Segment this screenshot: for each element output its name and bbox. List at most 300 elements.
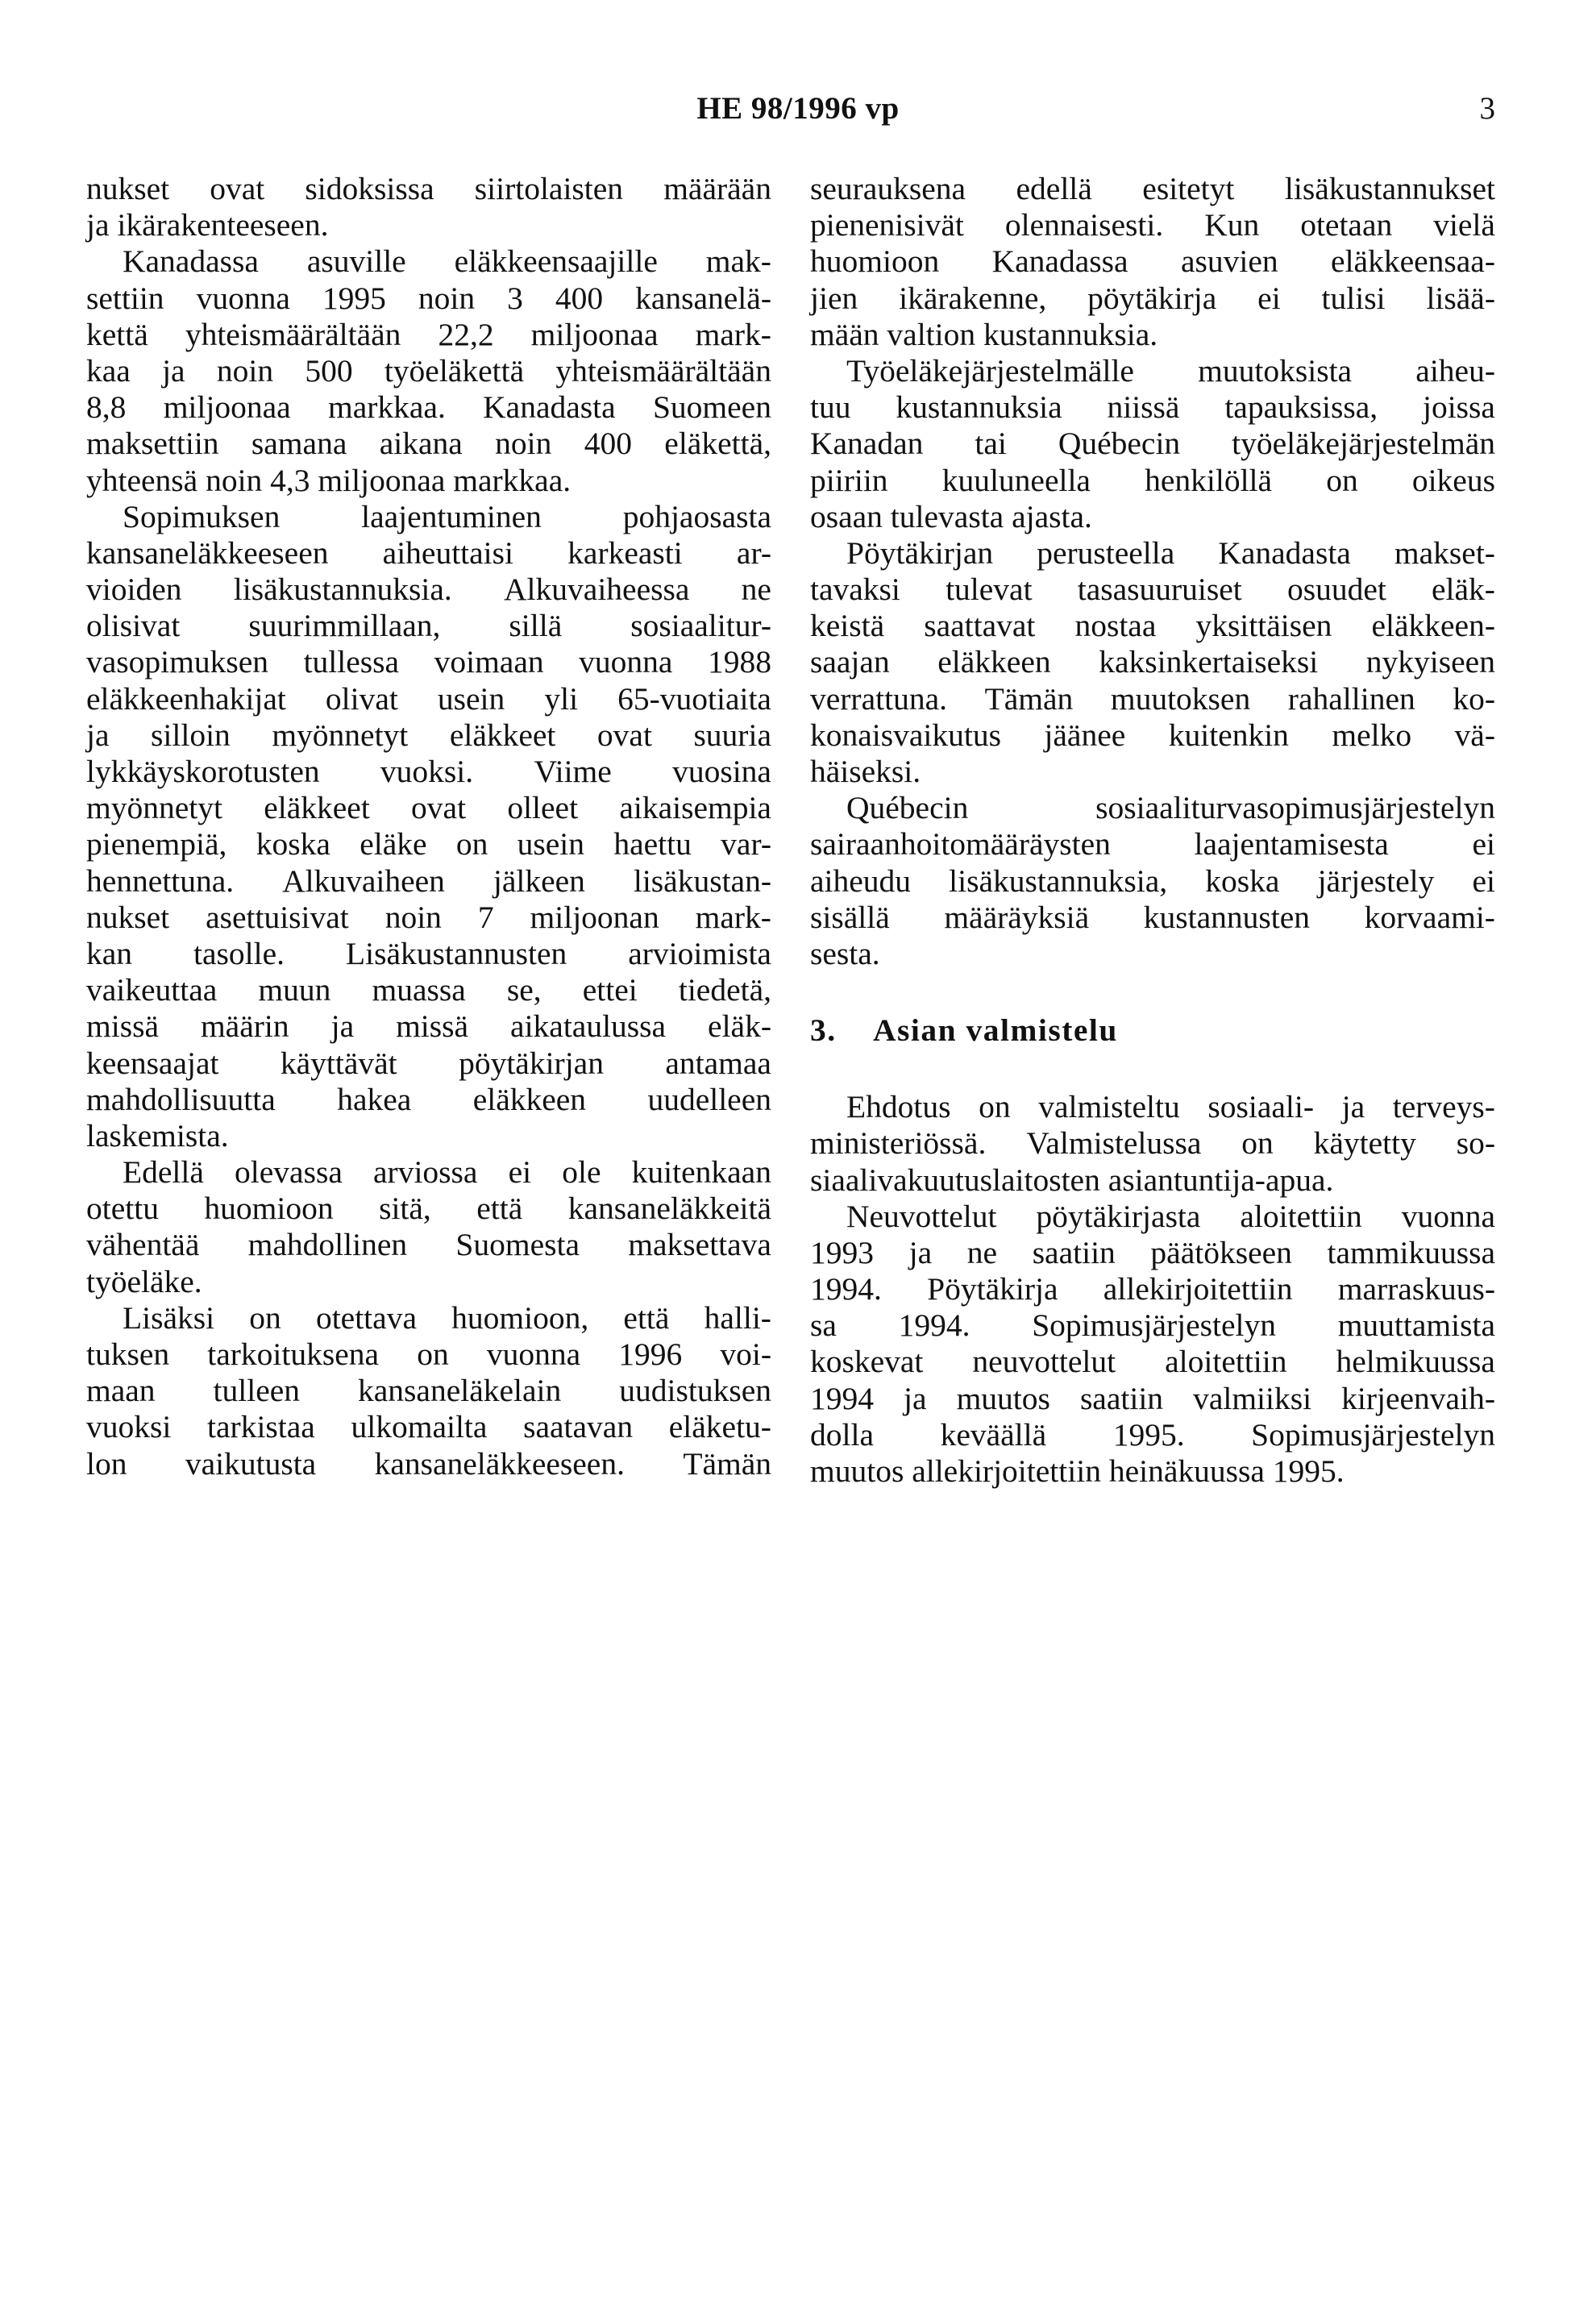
word: eläkkeen- (1371, 608, 1495, 644)
word: eläk- (1432, 571, 1495, 608)
word: arviossa (373, 1154, 478, 1191)
word: Työeläkejärjestelmälle (846, 352, 1134, 389)
word: eläkkeensaa- (1331, 243, 1495, 280)
word: 400 (555, 280, 604, 316)
text-line (86, 826, 771, 862)
word: ulkomailta (351, 1409, 488, 1445)
word: hakea (337, 1081, 412, 1117)
text-line (810, 608, 1495, 644)
word: korvaami- (1364, 899, 1495, 935)
word: rahallinen (1287, 680, 1415, 717)
text-line (810, 207, 1495, 243)
word: eläkkeen (937, 644, 1051, 680)
word: 1993 (810, 1234, 874, 1270)
word: työeläkettä (384, 352, 525, 389)
section-number: 3. (810, 1012, 837, 1049)
word: Kanadasta (483, 389, 616, 426)
document-title: HE 98/1996 vp (696, 91, 900, 126)
word: pienempiä, (86, 826, 227, 862)
word: yhteismäärältään (555, 352, 771, 389)
word: nykyiseen (1365, 644, 1495, 680)
word: eläk- (708, 1008, 771, 1045)
word: 65-vuotiaita (617, 680, 771, 717)
word: keistä (810, 608, 885, 644)
word: olivat (325, 680, 398, 717)
right-column-text-top (810, 171, 1495, 972)
word: oikeus (1411, 462, 1495, 498)
text-line (810, 1125, 1495, 1162)
word: asettuisivat (206, 899, 349, 935)
word: Lisäksi (123, 1299, 215, 1336)
word: konaisvaikutus (810, 717, 1001, 753)
word: keväällä (940, 1416, 1047, 1453)
word: nukset (86, 899, 170, 935)
right-column (810, 171, 1495, 1490)
word: sisällä (810, 899, 890, 935)
word: missä (396, 1008, 469, 1045)
word: esitetyt (1142, 171, 1235, 206)
word: 1994. (898, 1307, 970, 1344)
word: kan (86, 935, 133, 971)
text-line (810, 790, 1495, 826)
word: maksettava (628, 1227, 771, 1263)
left-column (86, 171, 771, 1482)
text-line (86, 571, 771, 608)
word: ministeriössä. (810, 1125, 987, 1162)
word: tulevat (946, 571, 1033, 608)
text-line (810, 463, 1495, 499)
word: lisää- (1426, 280, 1495, 316)
word: ja (908, 1234, 933, 1270)
word: Tämän (683, 1445, 771, 1482)
text-line (86, 281, 771, 317)
text-line (810, 571, 1495, 608)
word: voi- (720, 1336, 771, 1372)
word: koskevat (810, 1344, 924, 1380)
word: Suomesta (455, 1227, 580, 1263)
word: saatavan (523, 1409, 634, 1445)
word: aiheuttaisi (382, 534, 513, 571)
word: koska (1205, 862, 1280, 899)
text-line (86, 499, 771, 535)
text-line (810, 171, 1495, 207)
word: suuria (693, 717, 771, 753)
word: settiin (86, 280, 164, 316)
word: aloitettiin (1165, 1344, 1287, 1380)
word: noin (418, 280, 476, 316)
word: melko (1332, 717, 1412, 753)
word: vähentää (86, 1227, 200, 1263)
word: Kanadasta (1218, 534, 1351, 571)
word: 1995 (322, 280, 386, 316)
text-line: yhteensä noin 4,3 miljoonaa markkaa. (86, 462, 571, 498)
word: voimaan (434, 644, 544, 680)
text-line (810, 1344, 1495, 1380)
word: eläkkeenhakijat (86, 680, 286, 717)
word: kansaneläkkeeseen (86, 534, 329, 571)
word: järjestely (1317, 862, 1435, 899)
word: ei (1257, 280, 1281, 316)
word: tarkistaa (207, 1409, 315, 1445)
text-line (810, 1199, 1495, 1235)
word: Kanadan (810, 426, 924, 462)
word: 8,8 (86, 389, 127, 426)
text-line (86, 426, 771, 462)
word: kustannusten (1143, 899, 1311, 935)
text-line (86, 644, 771, 680)
word: on (1326, 462, 1358, 498)
word: sosiaali- (1207, 1089, 1314, 1125)
word: olennaisesti. (1004, 207, 1164, 243)
word: kaksinkertaiseksi (1099, 644, 1319, 680)
text-line (86, 389, 771, 426)
word: tuu (810, 389, 851, 426)
word: on (979, 1089, 1011, 1125)
word: sairaanhoitomääräysten (810, 826, 1111, 862)
word: vuoksi (86, 1409, 172, 1445)
word: laajentuminen (361, 498, 542, 534)
word: aikana (379, 426, 463, 462)
word: pöytäkirjan (459, 1045, 604, 1081)
word: sidoksissa (305, 171, 434, 206)
text-line (810, 1417, 1495, 1453)
word: jien (810, 280, 858, 316)
text-line (86, 243, 771, 280)
word: helmikuussa (1336, 1344, 1495, 1380)
word: muutoksen (1110, 680, 1251, 717)
word: olevassa (235, 1154, 343, 1191)
word: Pöytäkirja (927, 1271, 1058, 1307)
word: lykkäyskorotusten (86, 754, 320, 789)
text-line (810, 1381, 1495, 1417)
word: tapauksissa, (1224, 389, 1378, 426)
word: miljoonaa (163, 389, 291, 426)
word: ole (562, 1154, 601, 1191)
word: lon (86, 1445, 127, 1482)
word: kuitenkaan (631, 1154, 771, 1191)
text-line (86, 171, 771, 207)
word: aiheu- (1415, 352, 1495, 389)
word: saajan (810, 644, 890, 680)
word: on (455, 826, 488, 862)
word: vielä (1433, 207, 1495, 243)
word: määrin (200, 1008, 289, 1045)
section-heading (810, 1012, 1495, 1049)
word: ja (162, 352, 185, 389)
word: eläketu- (668, 1409, 771, 1445)
word: tuksen (86, 1336, 170, 1372)
word: ovat (411, 790, 467, 826)
word: sillä (509, 608, 563, 644)
word: eläkkeen (472, 1081, 587, 1117)
word: vuonna (1401, 1198, 1495, 1234)
word: ko- (1453, 680, 1495, 717)
word: muuttamista (1337, 1307, 1495, 1344)
word: käyttävät (280, 1045, 397, 1081)
word: Lisäkustannusten (346, 935, 567, 971)
text-line (86, 1446, 771, 1482)
word: halli- (704, 1299, 771, 1336)
word: noin (495, 426, 552, 462)
word: tulisi (1321, 280, 1386, 316)
word: usein (517, 826, 585, 862)
word: mahdollisuutta (86, 1081, 276, 1117)
word: lisäkustan- (633, 862, 771, 899)
word: siirtolaisten (474, 171, 624, 206)
word: saattavat (924, 608, 1036, 644)
word: asuville (306, 243, 406, 280)
word: suurimmillaan, (248, 608, 441, 644)
text-line (810, 863, 1495, 900)
text-line (810, 535, 1495, 571)
text-line (86, 1227, 771, 1263)
word: Sopimuksen (123, 498, 281, 534)
word: otettava (315, 1299, 417, 1336)
word: muun (258, 972, 331, 1008)
word: ovat (596, 717, 652, 753)
section-title: Asian valmistelu (873, 1012, 1118, 1049)
word: vaikutusta (185, 1445, 317, 1482)
word: henkilöllä (1145, 462, 1273, 498)
word: yli (544, 680, 579, 717)
word: Valmistelussa (1026, 1125, 1202, 1162)
word: sosiaalitur- (630, 608, 771, 644)
word: noin (384, 899, 442, 935)
text-line (86, 1154, 771, 1191)
word: Québecin (846, 790, 969, 826)
word: Pöytäkirjan (846, 534, 994, 571)
text-line (86, 900, 771, 936)
word: mark- (695, 316, 771, 352)
word: neuvottelut (972, 1344, 1116, 1380)
word: terveys- (1392, 1089, 1495, 1125)
word: otettu (86, 1191, 159, 1227)
word: joissa (1422, 389, 1495, 426)
word: piiriin (810, 462, 888, 498)
word: ne (966, 1234, 998, 1270)
word: eläkkeensaajille (454, 243, 658, 280)
word: ei (508, 1154, 532, 1191)
word: vuoksi. (380, 754, 474, 789)
text-line: ja ikärakenteeseen. (86, 207, 329, 243)
word: Suomeen (652, 389, 771, 426)
word: maan (86, 1373, 156, 1409)
text-line (810, 281, 1495, 317)
word: ar- (736, 534, 771, 571)
word: mak- (705, 243, 771, 280)
word: asuvien (1180, 243, 1278, 280)
word: nukset (86, 171, 170, 206)
word: muutos (956, 1380, 1050, 1416)
word: ja (904, 1380, 927, 1416)
word: antamaa (665, 1045, 771, 1081)
word: että (623, 1299, 670, 1336)
word: vasopimuksen (86, 644, 269, 680)
word: Kun (1204, 207, 1260, 243)
text-line (810, 1235, 1495, 1271)
text-line (86, 754, 771, 790)
word: 1994. (810, 1271, 882, 1307)
text-line: osaan tulevasta ajasta. (810, 498, 1092, 534)
word: ei (1472, 826, 1495, 862)
word: on (249, 1299, 281, 1336)
word: aikataulussa (510, 1008, 667, 1045)
text-line: sesta. (810, 935, 880, 971)
word: aloitettiin (1240, 1198, 1362, 1234)
text-line: laskemista. (86, 1117, 229, 1153)
word: lisäkustannuksia, (949, 862, 1168, 899)
word: myönnetyt (272, 717, 409, 753)
word: vä- (1454, 717, 1495, 753)
text-line (86, 1336, 771, 1373)
word: Ehdotus (846, 1089, 951, 1125)
text-line (86, 1008, 771, 1045)
text-line (86, 1373, 771, 1409)
word: huomioon, (451, 1299, 589, 1336)
word: usein (437, 680, 505, 717)
text-line (810, 389, 1495, 426)
word: eläke (360, 826, 427, 862)
word: missä (86, 1008, 159, 1045)
word: marraskuus- (1337, 1271, 1495, 1307)
text-line: työeläke. (86, 1263, 202, 1299)
word: noin (216, 352, 274, 389)
word: Sopimusjärjestelyn (1251, 1416, 1495, 1453)
word: 1996 (618, 1336, 683, 1372)
word: ettei (582, 972, 638, 1008)
text-line (810, 826, 1495, 862)
word: verrattuna. (810, 680, 947, 717)
word: allekirjoitettiin (1103, 1271, 1293, 1307)
word: kansaneläkkeitä (567, 1191, 771, 1227)
right-column-text-bottom (810, 1089, 1495, 1490)
text-line (86, 353, 771, 389)
text-line (86, 1300, 771, 1336)
word: lisäkustannukset (1284, 171, 1495, 206)
word: pienenisivät (810, 207, 964, 243)
word: saatiin (1079, 1380, 1164, 1416)
text-line (86, 681, 771, 717)
word: ikärakenne, (899, 280, 1047, 316)
word: perusteella (1037, 534, 1175, 571)
word: Alkuvaiheessa (504, 571, 690, 608)
text-line: siaalivakuutuslaitosten asiantuntija-apua. (810, 1162, 1334, 1198)
word: nostaa (1074, 608, 1157, 644)
text-line (86, 317, 771, 353)
word: on (1241, 1125, 1274, 1162)
word: kansaneläkelain (358, 1373, 562, 1409)
text-line (86, 1045, 771, 1082)
text-line (810, 1307, 1495, 1344)
word: 22,2 (438, 316, 494, 352)
text-line (86, 1082, 771, 1118)
text-line (810, 900, 1495, 936)
word: edellä (1016, 171, 1092, 206)
word: tasasuuruiset (1077, 571, 1242, 608)
word: se, (506, 972, 542, 1008)
word: maksettiin (86, 426, 219, 462)
word: määrään (663, 171, 771, 206)
word: tiedetä, (678, 972, 771, 1008)
word: makset- (1394, 534, 1495, 571)
word: keensaajat (86, 1045, 219, 1081)
word: 1995. (1112, 1416, 1185, 1453)
word: eläkkeet (449, 717, 556, 753)
page-number: 3 (1479, 91, 1495, 126)
text-line (86, 1191, 771, 1227)
word: käytetty (1313, 1125, 1416, 1162)
word: 500 (305, 352, 353, 389)
word: seurauksena (810, 171, 966, 206)
word: Kanadassa (991, 243, 1128, 280)
text-line (86, 608, 771, 644)
word: kaa (86, 352, 131, 389)
text-line (86, 863, 771, 900)
word: kustannuksia (896, 389, 1062, 426)
word: miljoonan (530, 899, 659, 935)
word: ja (86, 717, 110, 753)
word: että (476, 1191, 523, 1227)
word: yksittäisen (1195, 608, 1332, 644)
word: laajentamisesta (1194, 826, 1389, 862)
text-line: muutos allekirjoitettiin heinäkuussa 1995. (810, 1453, 1345, 1489)
word: 3 (507, 280, 523, 316)
text-line: häiseksi. (810, 754, 921, 789)
word: huomioon (204, 1191, 334, 1227)
word: 1994 (810, 1380, 874, 1416)
word: vioiden (86, 571, 182, 608)
word: kansaneläkkeeseen. (374, 1445, 625, 1482)
word: uudistuksen (619, 1373, 771, 1409)
word: työeläkejärjestelmän (1232, 426, 1495, 462)
word: markkaa. (327, 389, 446, 426)
word: so- (1456, 1125, 1495, 1162)
word: kuuluneella (941, 462, 1091, 498)
text-line (810, 681, 1495, 717)
word: pohjaosasta (622, 498, 771, 534)
text-line: mään valtion kustannuksia. (810, 316, 1158, 352)
word: 400 (584, 426, 632, 462)
word: saatiin (1032, 1234, 1116, 1270)
text-line (810, 353, 1495, 389)
text-line (810, 644, 1495, 680)
word: haettu (613, 826, 692, 862)
word: tarkoituksena (207, 1336, 380, 1372)
word: Québecin (1058, 426, 1181, 462)
word: dolla (810, 1416, 874, 1453)
word: Edellä (123, 1154, 204, 1191)
word: jälkeen (493, 862, 585, 899)
word: olisivat (86, 608, 181, 644)
text-line (86, 1409, 771, 1445)
word: Kanadassa (123, 243, 259, 280)
word: Neuvottelut (846, 1198, 997, 1234)
word: päätökseen (1150, 1234, 1292, 1270)
word: sitä, (379, 1191, 431, 1227)
word: eläkkeet (264, 790, 370, 826)
word: vuosina (672, 754, 771, 789)
word: Viime (534, 754, 612, 789)
text-line (810, 426, 1495, 462)
word: koska (256, 826, 330, 862)
word: muassa (372, 972, 466, 1008)
word: huomioon (810, 243, 940, 280)
text-line (810, 717, 1495, 754)
word: tammikuussa (1327, 1234, 1495, 1270)
word: tai (975, 426, 1007, 462)
word: vuonna (579, 644, 673, 680)
word: eläkettä, (664, 426, 771, 462)
